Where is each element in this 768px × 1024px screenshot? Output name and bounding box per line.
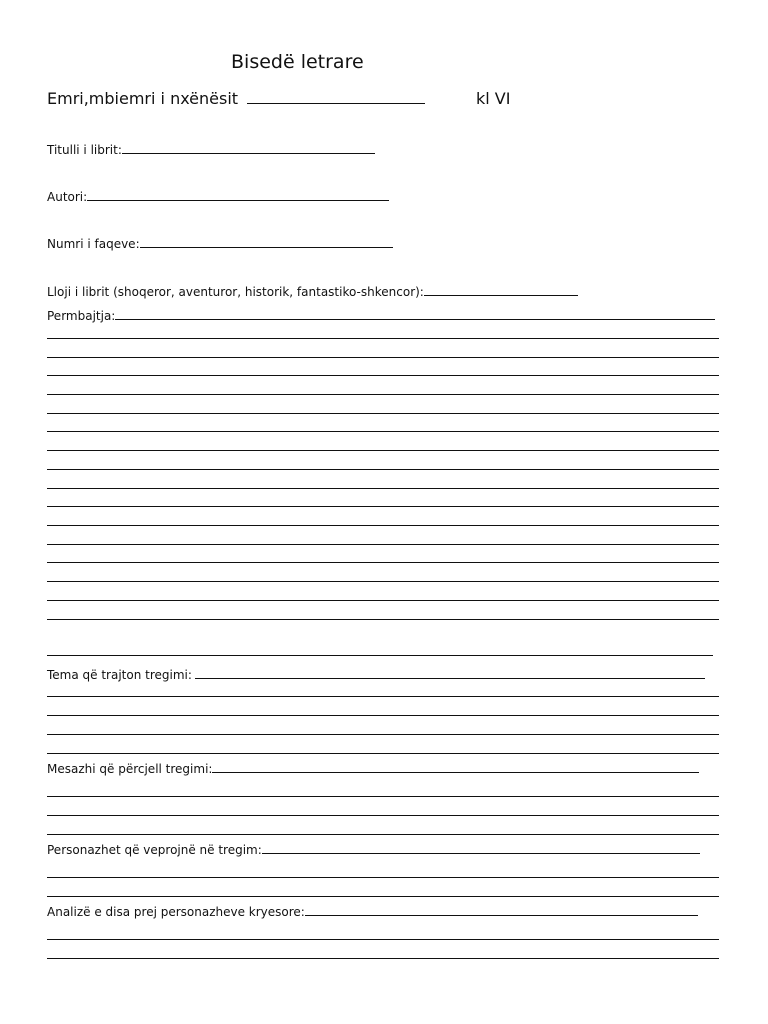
writing-line[interactable] bbox=[47, 734, 719, 735]
writing-line[interactable] bbox=[47, 696, 719, 697]
analysis-label: Analizë e disa prej personazheve kryesore: bbox=[47, 905, 305, 919]
author-row bbox=[47, 190, 389, 204]
theme-blank[interactable] bbox=[195, 677, 705, 679]
writing-line[interactable] bbox=[47, 357, 719, 358]
message-blank[interactable] bbox=[212, 771, 699, 773]
content-blank[interactable] bbox=[115, 318, 715, 320]
writing-line[interactable] bbox=[47, 753, 719, 754]
writing-line[interactable] bbox=[47, 877, 719, 878]
pages-blank[interactable] bbox=[140, 246, 393, 248]
writing-line[interactable] bbox=[47, 413, 719, 414]
pages-row bbox=[47, 237, 393, 251]
theme-row bbox=[47, 668, 705, 682]
writing-line[interactable] bbox=[47, 958, 719, 959]
writing-line[interactable] bbox=[47, 655, 713, 656]
book-title-row bbox=[47, 143, 375, 157]
analysis-row bbox=[47, 905, 698, 919]
characters-row bbox=[47, 843, 700, 857]
writing-line[interactable] bbox=[47, 600, 719, 601]
writing-line[interactable] bbox=[47, 488, 719, 489]
writing-line[interactable] bbox=[47, 815, 719, 816]
content-label: Permbajtja: bbox=[47, 309, 116, 323]
writing-line[interactable] bbox=[47, 506, 719, 507]
writing-line[interactable] bbox=[47, 375, 719, 376]
page-title: Bisedë letrare bbox=[231, 51, 364, 73]
writing-line[interactable] bbox=[47, 431, 719, 432]
writing-line[interactable] bbox=[47, 469, 719, 470]
book-type-row bbox=[47, 285, 578, 299]
book-title-label: Titulli i librit: bbox=[47, 143, 122, 157]
book-type-label: Lloji i librit (shoqeror, aventuror, historik, fantastiko-shkencor): bbox=[47, 285, 424, 299]
writing-line[interactable] bbox=[47, 796, 719, 797]
student-name-blank[interactable] bbox=[247, 102, 425, 104]
writing-line[interactable] bbox=[47, 544, 719, 545]
analysis-blank[interactable] bbox=[305, 914, 698, 916]
writing-line[interactable] bbox=[47, 619, 719, 620]
writing-line[interactable] bbox=[47, 939, 719, 940]
book-title-blank[interactable] bbox=[122, 152, 375, 154]
book-type-blank[interactable] bbox=[424, 294, 578, 296]
message-row bbox=[47, 762, 699, 776]
content-row bbox=[47, 309, 715, 323]
student-name-label: Emri,mbiemri i nxënësit bbox=[47, 89, 239, 108]
pages-label: Numri i faqeve: bbox=[47, 237, 140, 251]
characters-label: Personazhet që veprojnë në tregim: bbox=[47, 843, 262, 857]
writing-line[interactable] bbox=[47, 525, 719, 526]
characters-blank[interactable] bbox=[262, 852, 700, 854]
writing-line[interactable] bbox=[47, 715, 719, 716]
writing-line[interactable] bbox=[47, 338, 719, 339]
writing-line[interactable] bbox=[47, 562, 719, 563]
writing-line[interactable] bbox=[47, 581, 719, 582]
author-label: Autori: bbox=[47, 190, 88, 204]
writing-line[interactable] bbox=[47, 394, 719, 395]
writing-line[interactable] bbox=[47, 834, 719, 835]
theme-label: Tema që trajton tregimi: bbox=[47, 668, 192, 682]
student-name-row bbox=[47, 89, 425, 108]
writing-line[interactable] bbox=[47, 896, 719, 897]
author-blank[interactable] bbox=[87, 199, 389, 201]
class-label: kl VI bbox=[476, 89, 511, 108]
message-label: Mesazhi që përcjell tregimi: bbox=[47, 762, 213, 776]
writing-line[interactable] bbox=[47, 450, 719, 451]
